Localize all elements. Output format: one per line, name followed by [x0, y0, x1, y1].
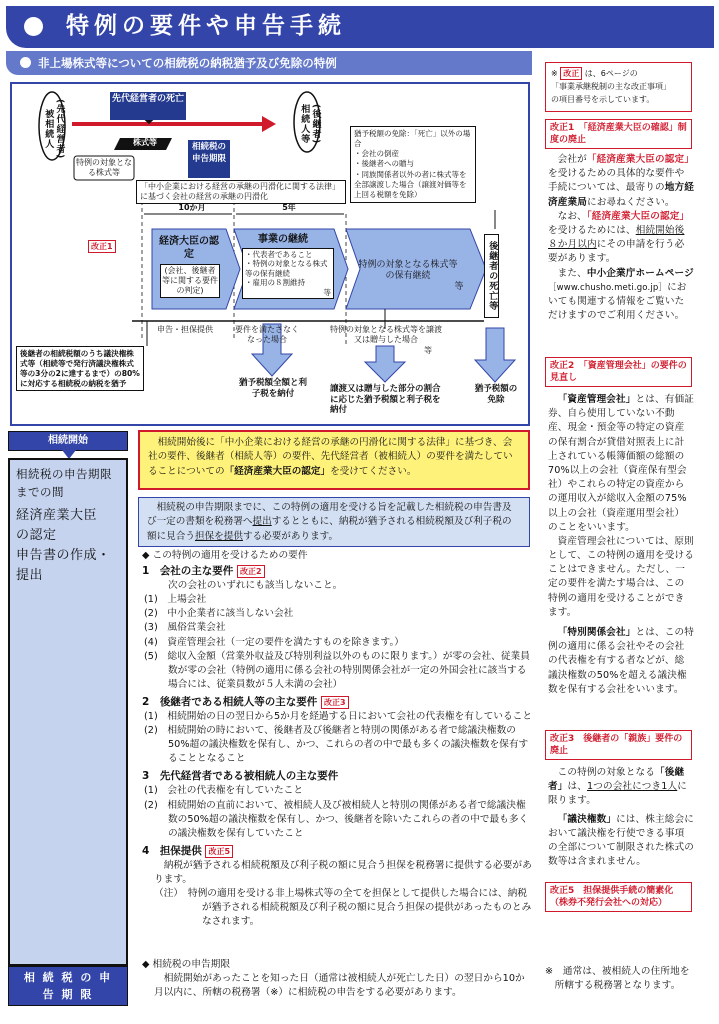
- bottom-note: ※ 通常は、被相続人の住所地を所轄する税務署となります。: [545, 966, 690, 992]
- page-title: 特例の要件や申告手続: [66, 13, 346, 39]
- section-subtitle-bar: [6, 51, 532, 75]
- outcome-pay-all: 猶予税額全額と利子税を納付: [238, 378, 307, 399]
- exemption-box: 猶予税額の免除：「死亡」以外の場合 ・会社の倒産 ・後継者への贈与 ・同族関係者以外の者に株式等を全部譲渡した場合（譲渡対価等を上回る税額を免除）: [350, 126, 476, 203]
- kaisei-tag: 改正: [560, 67, 582, 80]
- kaisei3-heading: 改正3 後継者の「親族」要件の廃止: [545, 730, 692, 760]
- arrow-right-icon: [262, 116, 276, 132]
- cert-subtitle: (会社、後継者等に関する要件の判定): [160, 264, 220, 298]
- transfer-case-label: 特例の対象となる株式等を譲渡又は贈与した場合: [330, 325, 442, 344]
- requirement-unmet-label: 要件を満たさなくなった場合: [235, 325, 299, 344]
- requirements-intro: ◆ この特例の適用を受けるための要件: [142, 550, 308, 561]
- successor-death-label: 後継者の死亡等: [484, 234, 499, 318]
- cert-title: 経済大臣の認定: [159, 236, 219, 260]
- deadline-section: [142, 958, 532, 1000]
- filing-guarantee-label: 申告・担保提供: [157, 325, 213, 334]
- bullet-icon: [20, 57, 31, 68]
- continue-items: ・代表者であること ・特例の対象となる株式等の保有継続 ・雇用の８割維持 等: [242, 248, 334, 299]
- filing-deadline-label: 相続税の申告期限: [188, 140, 230, 178]
- kaisei1-heading: 改正1 「経済産業大臣の確認」制度の廃止: [545, 119, 692, 149]
- predecessor-death-label: 先代経営者の死亡: [110, 92, 186, 120]
- certification-box: 相続開始後に「中小企業における経営の承継の円滑化に関する法律」に基づき、会社の要件、後継者（相続人等）の要件、先代経営者（被相続人）の要件を満たしていることについての「経済産業大臣の認定」を受けてください。: [138, 430, 530, 490]
- kaisei-note: ※ 改正 は、6ページの 「事業承継税制の主な改正事項」 の項目番号を示しています。: [545, 62, 692, 112]
- filing-box: 相続税の申告期限までに、この特例の適用を受ける旨を記載した相続税の申告書及び一定の書類を税務署へ提出するとともに、納税が猶予される相続税額及び利子税の額に見合う担保を提供する必要があります。: [138, 497, 530, 547]
- flow-diagram: 先代経営者の死亡 (先代経営者)被相続人 (後継者)相続人等 株式等 特例の対象となる株式等 相続税の申告期限 「中小企業における経営の承継の円滑化に関する法律」に基づく会社の経営の承継の円滑化 10か月 5年 改正1 経済大臣の認定 (会社、後継者等に関する要件の判定) 事業の継続 ・代表者であること ・特例の対象となる株式等の保有継続 ・雇用の８割維持 等 特例の対象となる株式等の保有継続 等 猶予税額の免除：「死亡」以外の場合 ・会社の倒産 ・後継者への贈与 ・同族関係者以外の者に株式等を全部譲渡した場合（譲渡対価等を上回る税額を免除） 後継者の死亡等 申告・担保提供 要件を満たさなくなった場合 特例の対象となる株式等を譲渡又は贈与した場合 等 後継者の相続税額のうち議決権株式等（相続等で発行済議決権株式等の3分の2に達するまで）の80%に対応する相続税の納税を猶予 猶予税額全額と利子税を納付 譲渡又は贈与した部分の割合に応じた猶予税額と利子税を納付 猶予税額の免除: [10, 82, 530, 426]
- deferral-note: 後継者の相続税額のうち議決権株式等（相続等で発行済議決権株式等の3分の2に達するまで）の80%に対応する相続税の納税を猶予: [16, 346, 144, 391]
- covered-shares-label: 特例の対象となる株式等: [76, 158, 132, 177]
- kaisei5-heading: 改正5 担保提供手続の簡素化（株券不発行会社への対応）: [545, 882, 692, 912]
- kaisei3-text: この特例の対象となる「後継者」は、1つの会社につき1人に限ります。 「議決権数」には、株主総会において議決権を行使できる事項の全部について制限された株式の数等は含まれません。: [548, 767, 695, 868]
- inheritance-start-tag: 相続開始: [8, 431, 128, 451]
- ten-months-label: 10か月: [178, 203, 206, 212]
- filing-deadline-tag: 相 続 税 の 申 告 期 限: [8, 966, 128, 1006]
- sec3-heading: 3 先代経営者である被相続人の主な要件: [142, 770, 339, 783]
- kaisei-tag: 改正5: [205, 845, 233, 858]
- kaisei-tag: 改正3: [321, 696, 349, 709]
- kaisei2-heading: 改正2 「資産管理会社」の要件の見直し: [545, 357, 692, 387]
- hold-continue-label: 特例の対象となる株式等の保有継続: [358, 260, 458, 282]
- down-arrow-icon: [365, 346, 405, 382]
- down-arrow-icon: [475, 328, 515, 382]
- kaisei-tag: 改正1: [88, 240, 116, 253]
- sec2-heading: 2 後継者である相続人等の主な要件 改正3: [142, 695, 532, 710]
- sec4-heading: 4 担保提供 改正5: [142, 844, 532, 859]
- kaisei-tag: 改正2: [237, 565, 265, 578]
- kaisei2-text: 「資産管理会社」とは、有価証券、自ら使用していない不動産、現金・預金等の特定の資産の保有割合が貸借対照表上に計上されている帳簿価額の総額の70%以上の会社（資産保有型会社）やこれらの特定の資産からの運用収入が総収入金額の75%以上の会社（資産運用型会社）のことをいいます。 資産管理会社については、原則として、この特例の適用を受けることはできません。ただし、一定の要件を満たす場合は、この特例の適用を受けることができます。 「特別関係会社」とは、この特例の適用に係る会社やその会社の代表権を有する者などが、総議決権数の50%を超える議決権数を保有する会社をいいます。: [548, 394, 695, 695]
- continue-title: 事業の継続: [258, 234, 308, 245]
- law-caption: 「中小企業における経営の承継の円滑化に関する法律」に基づく会社の経営の承継の円滑化: [136, 180, 346, 204]
- kaisei1-text: 会社が「経済産業大臣の認定」を受けるための具体的な要件や手続については、最寄りの地方経済産業局にお尋ねください。 なお、「経済産業大臣の認定」を受けるためには、相続開始後８か月以内にその申請を行う必要があります。 また、中小企業庁ホームページ［www.chusho.meti.go.jp］においても関連する情報をご覧いただけますのでご利用ください。: [548, 154, 695, 322]
- outcome-exempt: 猶予税額の免除: [474, 384, 518, 405]
- five-years-label: 5年: [282, 203, 296, 212]
- shares-label: 株式等: [133, 138, 157, 147]
- successor-label: (後継者)相続人等: [299, 103, 321, 145]
- bullet-icon: [24, 17, 43, 36]
- section-subtitle: 非上場株式等についての相続税の納税猶予及び免除の特例: [38, 56, 337, 70]
- requirements-section: ◆ この特例の適用を受けるための要件 1 会社の主な要件 改正2 次の会社のいずれにも該当しないこと。 (1) 上場会社 (2) 中小企業者に該当しない会社 (3) 風俗営業会社 (4) 資産管理会社（一定の要件を満たすものを除きます。） (5) 総収入金額（営業外収益及び特別利益以外のものに限ります。）が零の会社、従業員数が零の会社（特例の適用に係る会社の特別関係会社が一定の外国会社に該当する場合には、従業員数が５人未満の会社） 2 後継者である相続人等の主な要件 改正3 (1) 相続開始の日の翌日から5か月を経過する日において会社の代表権を有していること (2) 相続開始の時において、後継者及び後継者と特別の関係がある者で総議決権数の50%超の議決権数を保有し、かつ、これらの者の中で最も多くの議決権数を保有することとなること 3 先代経営者である被相続人の主な要件 (1) 会社の代表権を有していたこと (2) 相続開始の直前において、被相続人及び被相続人と特別の関係がある者で総議決権数の50%超の議決権数を保有し、かつ、後継者を除いたこれらの者の中で最も多くの議決権数を保有していたこと 4 担保提供 改正5 納税が猶予される相続税額及び利子税の額に見合う担保を税務署に提供する必要があります。 （注） 特例の適用を受ける非上場株式等の全てを担保として提供した場合には、納税が猶予される相続税額及び利子税の額に見合う担保の提供があったものとみなされます。: [142, 550, 533, 928]
- deceased-label: (先代経営者)被相続人: [43, 98, 65, 160]
- flow-period-box: 相続税の申告期限 までの間 経済産業大臣 の認定 申告書の作成・ 提出: [8, 458, 128, 966]
- deadline-heading: ◆ 相続税の申告期限: [142, 959, 231, 970]
- deadline-body: 相続開始があったことを知った日（通常は被相続人が死亡した日）の翌日から10か月以内に、所轄の税務署（※）に相続税の申告をする必要があります。: [154, 973, 525, 999]
- sec1-heading: 1 会社の主な要件 改正2: [142, 564, 532, 579]
- outcome-pay-partial: 譲渡又は贈与した部分の割合に応じた猶予税額と利子税を納付: [330, 384, 441, 416]
- page-header: [6, 6, 714, 48]
